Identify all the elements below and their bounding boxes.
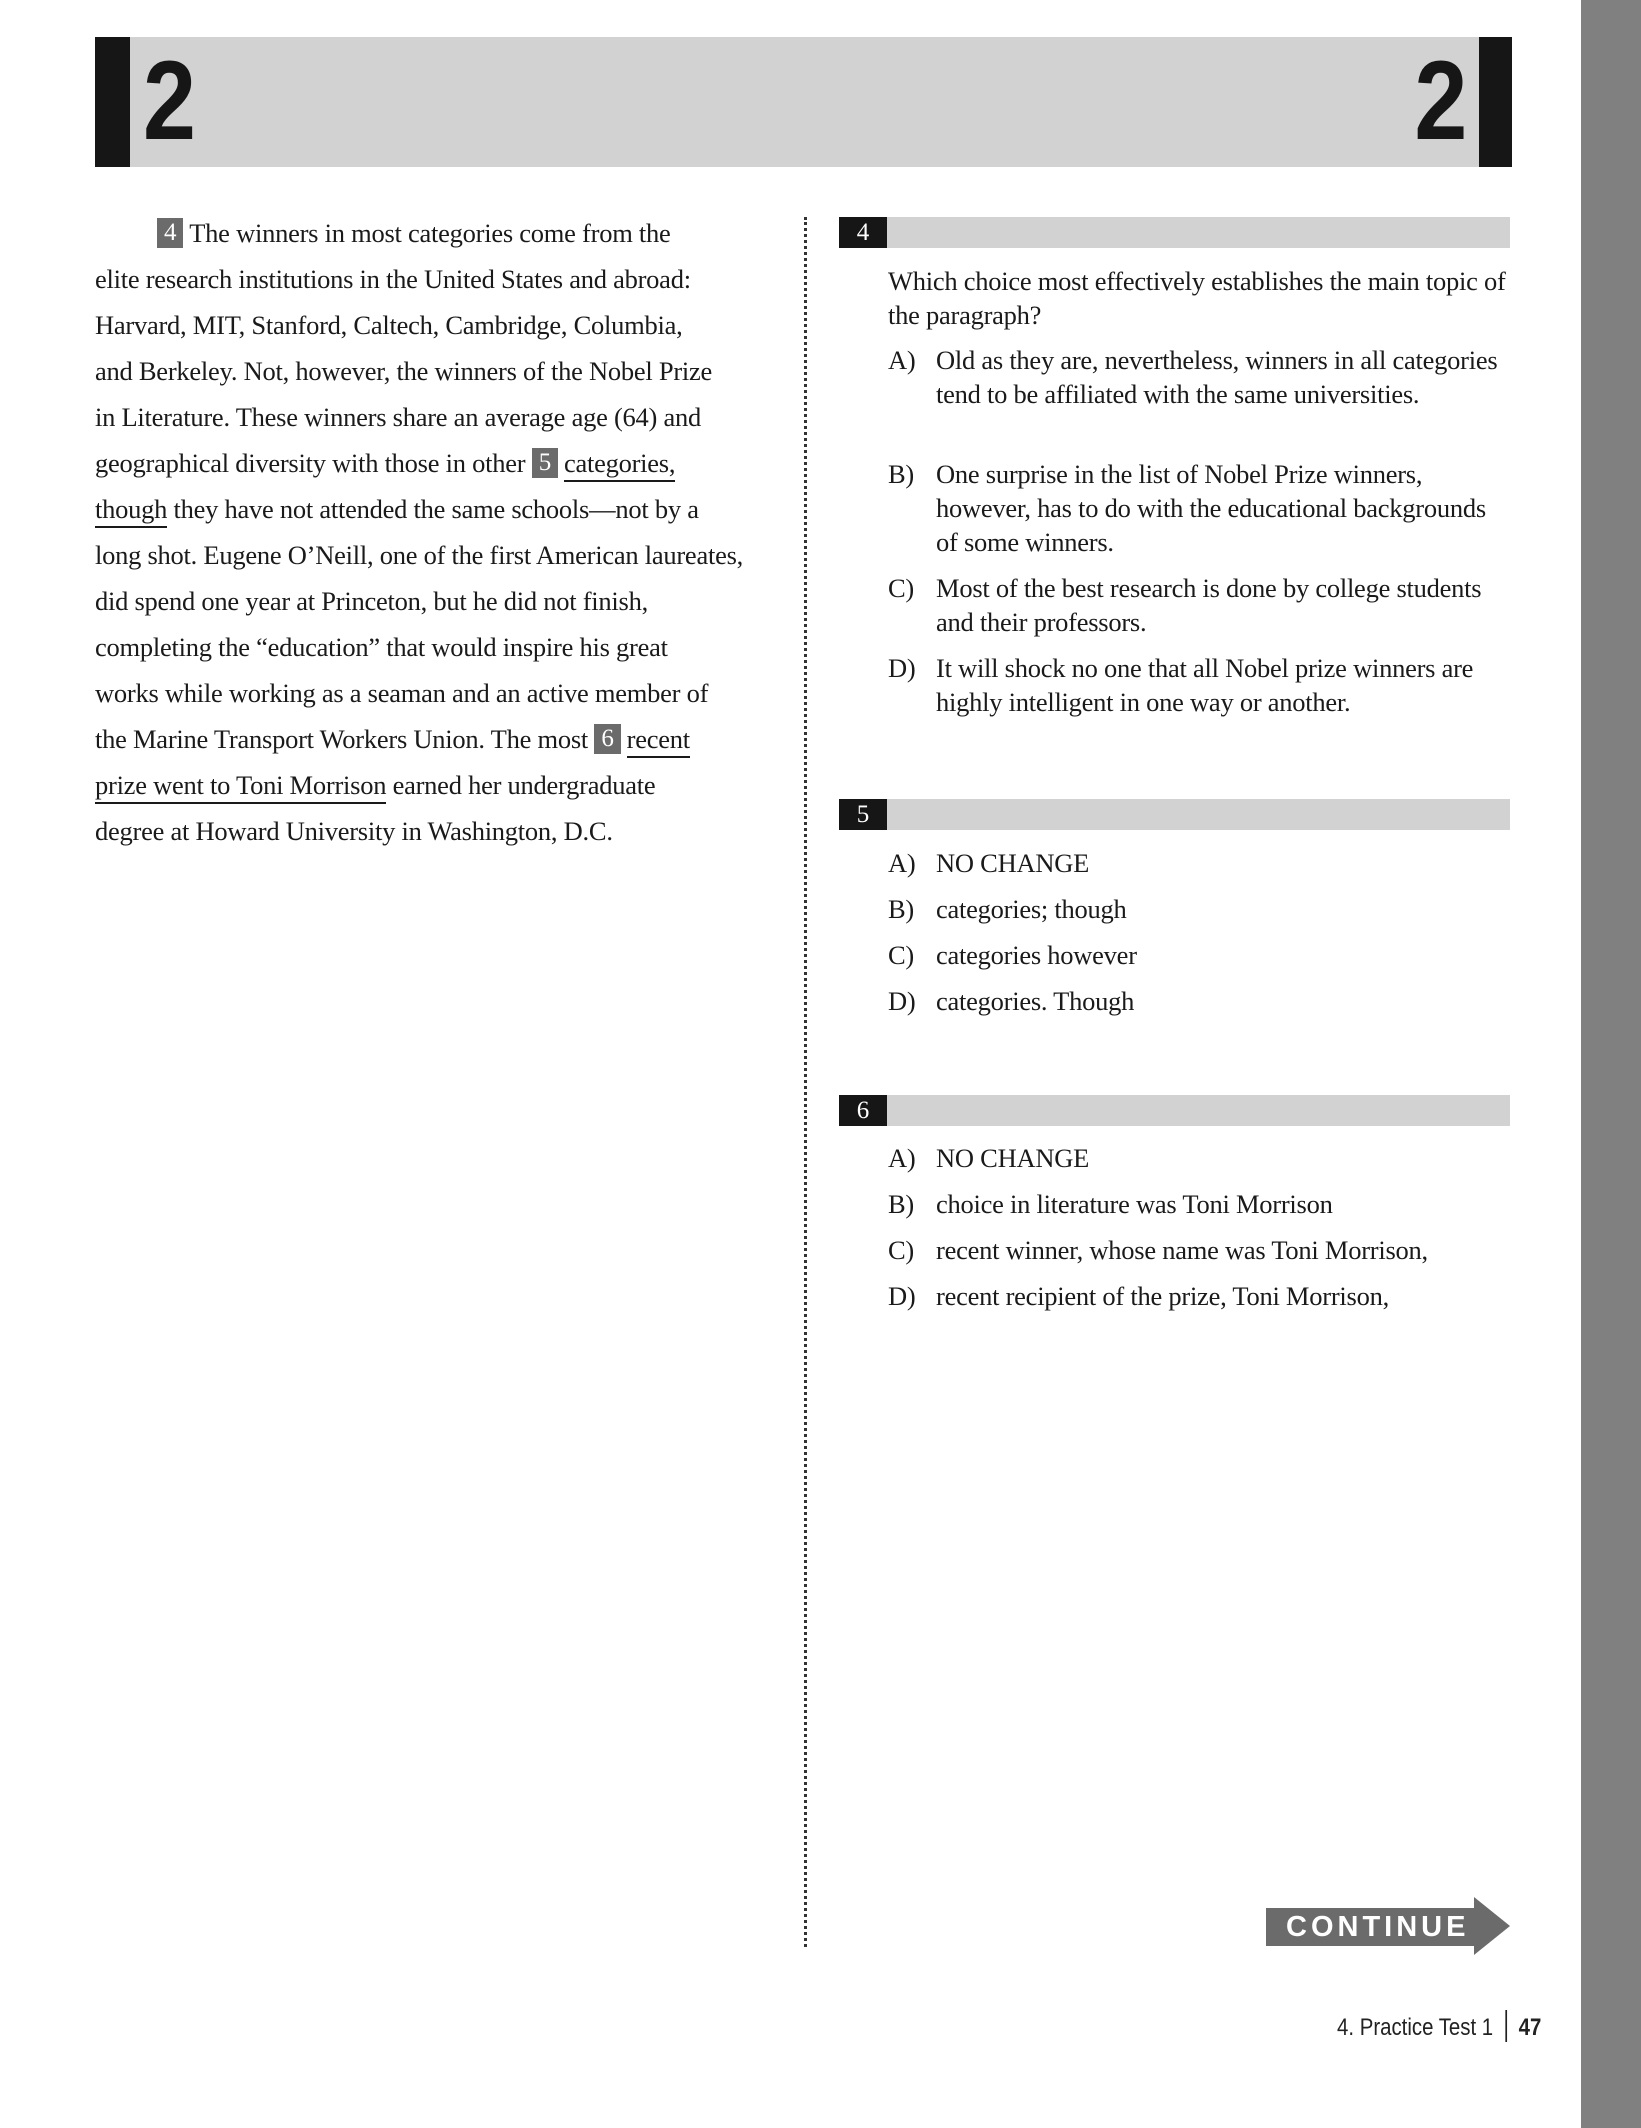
section-number-right: 2 [1414,38,1467,163]
question-4-option-d[interactable] [888,651,1513,719]
question-5-header [839,799,1510,830]
passage-text: did spend one year at Princeton, but he did not finish, [95,586,648,616]
question-6-option-a[interactable] [888,1141,1513,1175]
option-text: categories. Though [936,986,1135,1016]
question-number: 5 [839,799,887,830]
question-4-option-b[interactable] [888,457,1513,559]
passage-line [95,213,795,259]
continue-arrow [1266,1897,1512,1955]
passage-line [95,305,795,351]
section-header [95,37,1512,167]
arrow-right-icon [1474,1897,1510,1955]
question-5-option-d[interactable] [888,984,1513,1018]
question-marker-6: 6 [594,724,620,754]
underlined-text: categories, [564,448,675,482]
question-6-header [839,1095,1510,1126]
passage-text: The winners in most categories come from the [189,218,671,248]
underlined-text: recent [627,724,690,758]
question-4-stem: Which choice most effectively establishes the main topic of the paragraph? [888,266,1506,330]
option-letter: C) [888,573,914,603]
passage-text: Harvard, MIT, Stanford, Caltech, Cambridge, Columbia, [95,310,683,340]
question-4-option-a[interactable] [888,343,1513,411]
question-6-option-c[interactable] [888,1233,1513,1267]
option-letter: D) [888,653,916,683]
passage-line [95,627,795,673]
column-divider [804,217,807,1947]
passage-line [95,351,795,397]
question-5-option-c[interactable] [888,938,1513,972]
footer-separator [1505,2010,1507,2042]
question-number: 4 [839,217,887,248]
option-letter: A) [888,848,916,878]
underlined-text: though [95,494,167,528]
passage-line [95,673,795,719]
page-number: 47 [1518,2014,1541,2041]
passage [95,213,795,857]
option-letter: B) [888,1189,914,1219]
passage-text: geographical diversity with those in other [95,448,532,478]
header-left-bar [95,37,130,167]
passage-line [95,811,795,857]
passage-text: and Berkeley. Not, however, the winners of the Nobel Prize [95,356,713,386]
option-text: NO CHANGE [936,848,1090,878]
continue-label: CONTINUE [1286,1911,1470,1943]
question-6-option-d[interactable] [888,1279,1513,1313]
option-letter: D) [888,986,916,1016]
passage-text: elite research institutions in the United States and abroad: [95,264,691,294]
passage-line [95,535,795,581]
option-letter: A) [888,1143,916,1173]
chapter-label: 4. Practice Test 1 [1336,2014,1493,2041]
option-letter: B) [888,459,914,489]
passage-line [95,489,795,535]
passage-line [95,581,795,627]
question-number: 6 [839,1095,887,1126]
passage-text: the Marine Transport Workers Union. The most [95,724,595,754]
option-letter: D) [888,1281,916,1311]
passage-line [95,259,795,305]
option-text: recent winner, whose name was Toni Morrison, [936,1235,1428,1265]
option-letter: A) [888,345,916,375]
option-text: categories however [936,940,1137,970]
option-text: Most of the best research is done by college students and their professors. [936,573,1482,637]
passage-text: completing the “education” that would inspire his great [95,632,668,662]
passage-line [95,443,795,489]
option-text: Old as they are, nevertheless, winners in all categories tend to be affiliated with the same universities. [936,345,1498,409]
question-6-option-b[interactable] [888,1187,1513,1221]
option-text: recent recipient of the prize, Toni Morrison, [936,1281,1389,1311]
question-5-option-b[interactable] [888,892,1513,926]
option-letter: C) [888,1235,914,1265]
passage-text: long shot. Eugene O’Neill, one of the first American laureates, [95,540,744,570]
question-marker-5: 5 [532,448,558,478]
option-text: categories; though [936,894,1127,924]
question-5-option-a[interactable] [888,846,1513,880]
option-letter: C) [888,940,914,970]
option-text: NO CHANGE [936,1143,1090,1173]
page-footer [1337,2010,1541,2045]
page-edge-stripe [1581,0,1641,2128]
option-text: It will shock no one that all Nobel prize winners are highly intelligent in one way or another. [936,653,1474,717]
option-text: choice in literature was Toni Morrison [936,1189,1333,1219]
passage-line [95,719,795,765]
question-4-option-c[interactable] [888,571,1513,639]
underlined-text: prize went to Toni Morrison [95,770,386,804]
option-text: One surprise in the list of Nobel Prize winners, however, has to do with the educational backgrounds of some winners. [936,459,1486,557]
passage-text: they have not attended the same schools—not by a [167,494,699,524]
passage-line [95,397,795,443]
passage-line [95,765,795,811]
question-4-header [839,217,1510,248]
header-right-bar [1479,37,1512,167]
option-letter: B) [888,894,914,924]
passage-text: earned her undergraduate [386,770,656,800]
passage-text: in Literature. These winners share an average age (64) and [95,402,701,432]
section-number-left: 2 [143,38,196,163]
question-marker-4: 4 [157,218,183,248]
passage-text: works while working as a seaman and an active member of [95,678,709,708]
passage-text: degree at Howard University in Washington, D.C. [95,816,613,846]
